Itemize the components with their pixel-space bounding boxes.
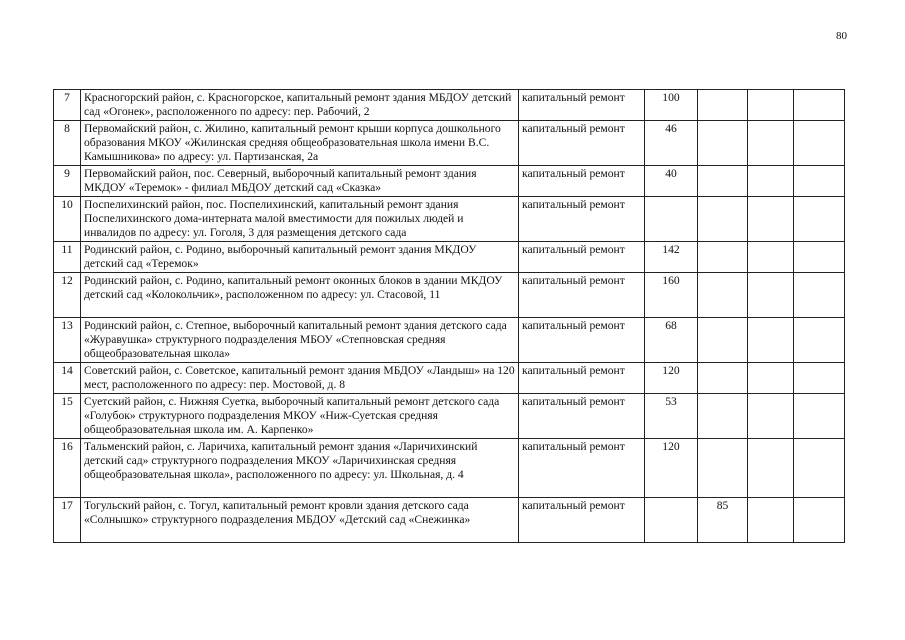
page-number: 80 <box>836 30 847 42</box>
value-col-3 <box>748 121 794 166</box>
value-col-2 <box>698 90 748 121</box>
work-type: капитальный ремонт <box>519 121 645 166</box>
value-col-4 <box>794 439 845 498</box>
object-description: Поспелихинский район, пос. Поспелихинский, капитальный ремонт здания Поспелихинского дома-интерната малой вместимости для пожилых людей и инвалидов по адресу: ул. Гоголя, 3 для размещения детского сада <box>81 197 519 242</box>
value-col-2 <box>698 121 748 166</box>
row-number: 9 <box>54 166 81 197</box>
work-type: капитальный ремонт <box>519 90 645 121</box>
object-description: Родинский район, с. Степное, выборочный капитальный ремонт здания детского сада «Журавушка» структурного подразделения МБОУ «Степновская средняя общеобразовательная школа» <box>81 318 519 363</box>
table-row <box>54 242 845 273</box>
row-number: 7 <box>54 90 81 121</box>
row-number: 16 <box>54 439 81 498</box>
value-col-2 <box>698 439 748 498</box>
value-col-2 <box>698 363 748 394</box>
value-col-2 <box>698 318 748 363</box>
value-col-1: 100 <box>645 90 698 121</box>
value-col-4 <box>794 273 845 318</box>
table-row <box>54 166 845 197</box>
value-col-1: 120 <box>645 439 698 498</box>
work-type: капитальный ремонт <box>519 439 645 498</box>
table-row <box>54 439 845 498</box>
value-col-2 <box>698 166 748 197</box>
object-description: Родинский район, с. Родино, выборочный капитальный ремонт здания МКДОУ детский сад «Теремок» <box>81 242 519 273</box>
value-col-4 <box>794 242 845 273</box>
object-description: Родинский район, с. Родино, капитальный ремонт оконных блоков в здании МКДОУ детский сад «Колокольчик», расположенном по адресу: ул. Стасовой, 11 <box>81 273 519 318</box>
value-col-2 <box>698 273 748 318</box>
value-col-4 <box>794 166 845 197</box>
value-col-4 <box>794 498 845 543</box>
table-row <box>54 363 845 394</box>
table-row <box>54 498 845 543</box>
work-type: капитальный ремонт <box>519 498 645 543</box>
row-number: 10 <box>54 197 81 242</box>
work-type: капитальный ремонт <box>519 242 645 273</box>
value-col-3 <box>748 439 794 498</box>
value-col-4 <box>794 90 845 121</box>
table-row <box>54 273 845 318</box>
value-col-3 <box>748 363 794 394</box>
object-description: Тальменский район, с. Ларичиха, капитальный ремонт здания «Ларичихинский детский сад» структурного подразделения МКОУ «Ларичихинская средняя общеобразовательная школа», расположенного по адресу: ул. Школьная, д. 4 <box>81 439 519 498</box>
row-number: 8 <box>54 121 81 166</box>
value-col-3 <box>748 242 794 273</box>
table-row <box>54 318 845 363</box>
row-number: 15 <box>54 394 81 439</box>
value-col-4 <box>794 197 845 242</box>
value-col-1: 53 <box>645 394 698 439</box>
value-col-3 <box>748 166 794 197</box>
row-number: 14 <box>54 363 81 394</box>
value-col-2: 85 <box>698 498 748 543</box>
value-col-3 <box>748 318 794 363</box>
value-col-1: 40 <box>645 166 698 197</box>
row-number: 13 <box>54 318 81 363</box>
value-col-4 <box>794 394 845 439</box>
value-col-1: 68 <box>645 318 698 363</box>
table-row <box>54 394 845 439</box>
work-type: капитальный ремонт <box>519 363 645 394</box>
value-col-1: 160 <box>645 273 698 318</box>
row-number: 17 <box>54 498 81 543</box>
object-description: Красногорский район, с. Красногорское, капитальный ремонт здания МБДОУ детский сад «Огонек», расположенного по адресу: пер. Рабочий, 2 <box>81 90 519 121</box>
value-col-4 <box>794 363 845 394</box>
object-description: Первомайский район, пос. Северный, выборочный капитальный ремонт здания МКДОУ «Теремок» - филиал МБДОУ детский сад «Сказка» <box>81 166 519 197</box>
value-col-1 <box>645 197 698 242</box>
table-row <box>54 121 845 166</box>
value-col-2 <box>698 242 748 273</box>
object-description: Первомайский район, с. Жилино, капитальный ремонт крыши корпуса дошкольного образования МКОУ «Жилинская средняя общеобразовательная школа имени В.С. Камышникова» по адресу: ул. Партизанская, 2а <box>81 121 519 166</box>
table-row <box>54 90 845 121</box>
object-description: Суетский район, с. Нижняя Суетка, выборочный капитальный ремонт детского сада «Голубок» структурного подразделения МКОУ «Ниж-Суетская средняя общеобразовательная школа им. А. Карпенко» <box>81 394 519 439</box>
value-col-1: 120 <box>645 363 698 394</box>
value-col-3 <box>748 394 794 439</box>
work-type: капитальный ремонт <box>519 166 645 197</box>
work-type: капитальный ремонт <box>519 394 645 439</box>
value-col-4 <box>794 121 845 166</box>
value-col-2 <box>698 394 748 439</box>
work-type: капитальный ремонт <box>519 197 645 242</box>
value-col-3 <box>748 273 794 318</box>
value-col-3 <box>748 197 794 242</box>
value-col-3 <box>748 498 794 543</box>
value-col-1: 46 <box>645 121 698 166</box>
row-number: 11 <box>54 242 81 273</box>
value-col-1: 142 <box>645 242 698 273</box>
work-type: капитальный ремонт <box>519 273 645 318</box>
object-description: Тогульский район, с. Тогул, капитальный ремонт кровли здания детского сада «Солнышко» структурного подразделения МБДОУ «Детский сад «Снежинка» <box>81 498 519 543</box>
work-type: капитальный ремонт <box>519 318 645 363</box>
value-col-4 <box>794 318 845 363</box>
table-row <box>54 197 845 242</box>
row-number: 12 <box>54 273 81 318</box>
value-col-3 <box>748 90 794 121</box>
value-col-2 <box>698 197 748 242</box>
object-description: Советский район, с. Советское, капитальный ремонт здания МБДОУ «Ландыш» на 120 мест, расположенного по адресу: пер. Мостовой, д. 8 <box>81 363 519 394</box>
value-col-1 <box>645 498 698 543</box>
works-table <box>53 89 845 543</box>
